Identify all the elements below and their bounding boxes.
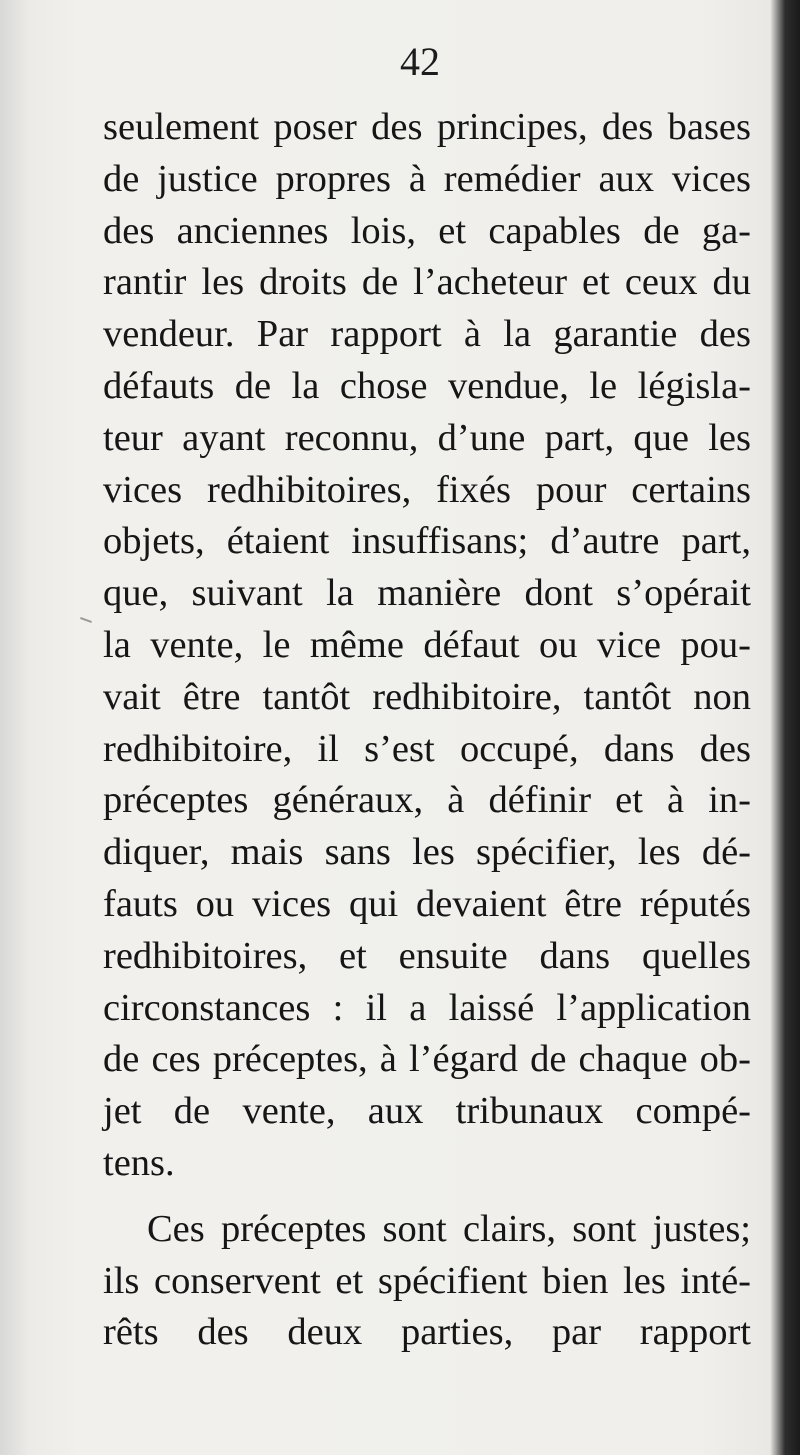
text-line: diquer, mais sans les spécifier, les dé- bbox=[103, 831, 751, 874]
text-line: que, suivant la manière dont s’opérait bbox=[103, 572, 751, 615]
text-line: ils conservent et spécifient bien les inté- bbox=[103, 1259, 751, 1302]
text-line: vices redhibitoires, fixés pour certains bbox=[103, 468, 751, 511]
page-number: 42 bbox=[400, 39, 440, 84]
text-line: objets, étaient insuffisans; d’autre part, bbox=[103, 520, 751, 563]
text-line: préceptes généraux, à définir et à in- bbox=[103, 779, 751, 822]
text-line: tens. bbox=[103, 1141, 175, 1184]
text-line: Ces préceptes sont clairs, sont justes; bbox=[147, 1207, 751, 1250]
text-line: rantir les droits de l’acheteur et ceux du bbox=[103, 261, 751, 304]
paragraph-gap bbox=[103, 1190, 751, 1204]
text-line: défauts de la chose vendue, le législa- bbox=[103, 364, 751, 407]
body-text bbox=[103, 102, 751, 1359]
text-line: vait être tantôt redhibitoire, tantôt non bbox=[103, 675, 751, 718]
text-line: rêts des deux parties, par rapport bbox=[103, 1311, 751, 1354]
text-line: fauts ou vices qui devaient être réputés bbox=[103, 882, 751, 925]
text-line: des anciennes lois, et capables de ga- bbox=[103, 209, 751, 252]
text-line: jet de vente, aux tribunaux compé- bbox=[103, 1090, 751, 1133]
text-line: la vente, le même défaut ou vice pou- bbox=[103, 623, 751, 666]
text-line: redhibitoire, il s’est occupé, dans des bbox=[103, 727, 751, 770]
text-line: de ces préceptes, à l’égard de chaque ob- bbox=[103, 1038, 751, 1081]
margin-mark bbox=[80, 617, 92, 623]
paragraph-1 bbox=[103, 102, 751, 1190]
text-line: redhibitoires, et ensuite dans quelles bbox=[103, 934, 751, 977]
text-line: teur ayant reconnu, d’une part, que les bbox=[103, 416, 751, 459]
text-line: vendeur. Par rapport à la garantie des bbox=[103, 313, 751, 356]
text-line: circonstances : il a laissé l’application bbox=[103, 986, 751, 1029]
text-line: de justice propres à remédier aux vices bbox=[103, 157, 751, 200]
text-line: seulement poser des principes, des bases bbox=[103, 106, 751, 148]
paragraph-2 bbox=[103, 1204, 751, 1359]
